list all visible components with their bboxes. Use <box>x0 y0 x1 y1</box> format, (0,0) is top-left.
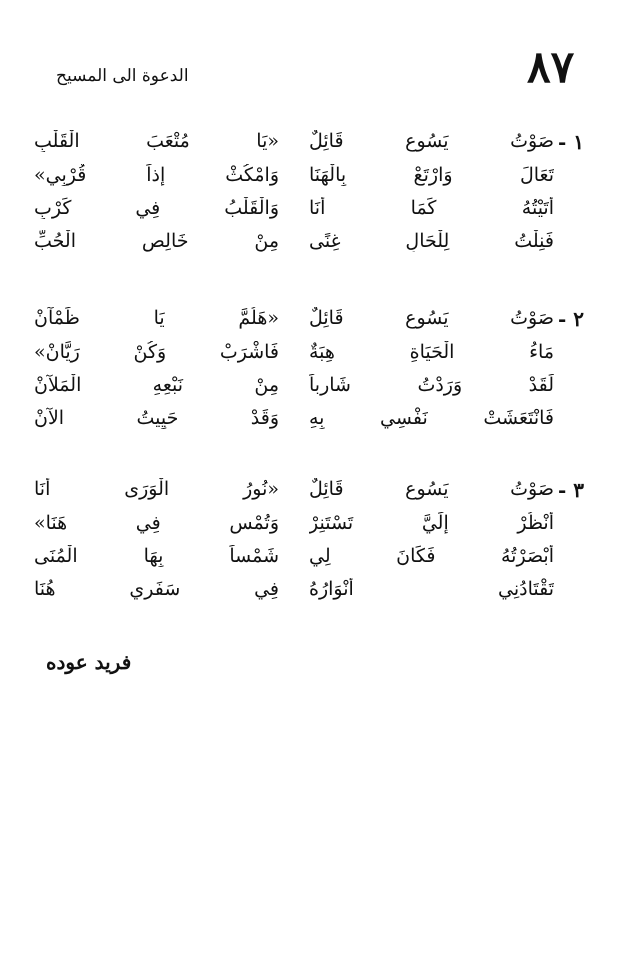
hemistich-first: تَقْتَادُنِي أَنْوَارُهُ <box>309 578 554 600</box>
page-number: ٨٧ <box>527 42 575 93</box>
verse-line <box>34 578 554 610</box>
hemistich-second: مِنْ خَالِصِ الْحُبِّ <box>34 230 279 252</box>
hemistich-second: وَامْكُثْ إِذاً قُرْبِي» <box>34 164 279 186</box>
stanza-number: ٣ - <box>557 478 584 502</box>
verse-line <box>34 307 554 339</box>
hemistich-first: لَقَدْ وَرَدْتُ شَارِباً <box>309 374 554 396</box>
hemistich-second: مِنْ نَبْعِهِ الْمَلآنْ <box>34 374 279 396</box>
stanza-3 <box>0 478 640 608</box>
hemistich-first: فَنِلْتُ لِلْحَالِ غِنًى <box>309 230 554 252</box>
verse-line <box>34 341 554 373</box>
stanza-number: ١ - <box>557 130 584 154</box>
stanza-2 <box>0 307 640 437</box>
verse-line <box>34 545 554 577</box>
verse-line <box>34 164 554 196</box>
running-title: الدعوة الى المسيح <box>56 66 189 86</box>
hemistich-first: تَعَالَ وَارْتَعْ بِالْهَنَا <box>309 164 554 186</box>
hemistich-second: «نُورُ الْوَرَى أَنَا <box>34 478 279 500</box>
hemistich-first: صَوْتُ يَسُوعٍ قَائِلٌ <box>309 307 554 329</box>
hemistich-second: وَقَدْ حَيِيتُ الآنْ <box>34 407 279 429</box>
stanza-1 <box>0 130 640 260</box>
hemistich-second: فِي سَفَرِي هُنَا <box>34 578 279 600</box>
verse-line <box>34 407 554 439</box>
hemistich-first: أَتَيْتُهُ كَمَا أَنَا <box>309 197 554 219</box>
verse-line <box>34 512 554 544</box>
hemistich-second: «هَلُمَّ يَا ظَمْآنْ <box>34 307 279 329</box>
hemistich-second: وَالْقَلْبُ فِي كَرْبِ <box>34 197 279 219</box>
author-name: فريد عوده <box>46 650 132 674</box>
hemistich-first: فَانْتَعَشَتْ نَفْسِي بِهِ <box>309 407 554 429</box>
hemistich-first: صَوْتُ يَسُوعٍ قَائِلٌ <box>309 130 554 152</box>
hemistich-second: فَاشْرَبْ وَكُنْ رَيَّانْ» <box>34 341 279 363</box>
verse-line <box>34 478 554 510</box>
hemistich-first: أُنْظُرْ إِلَيَّ تَسْتَنِرْ <box>309 512 554 534</box>
stanza-number: ٢ - <box>557 307 584 331</box>
hemistich-second: شَمْساً بِهَا الْمُنَى <box>34 545 279 567</box>
hemistich-second: وَتُمْسِ فِي هَنَا» <box>34 512 279 534</box>
hemistich-first: صَوْتُ يَسُوعٍ قَائِلٌ <box>309 478 554 500</box>
hemistich-first: مَاءُ الْحَيَاةِ هِبَةٌ <box>309 341 554 363</box>
verse-line <box>34 130 554 162</box>
verse-line <box>34 197 554 229</box>
verse-line <box>34 374 554 406</box>
verse-line <box>34 230 554 262</box>
hemistich-first: أَبْصَرْتُهُ فَكَانَ لِي <box>309 545 554 567</box>
hemistich-second: «يَا مُتْعَبَ الْقَلْبِ <box>34 130 279 152</box>
